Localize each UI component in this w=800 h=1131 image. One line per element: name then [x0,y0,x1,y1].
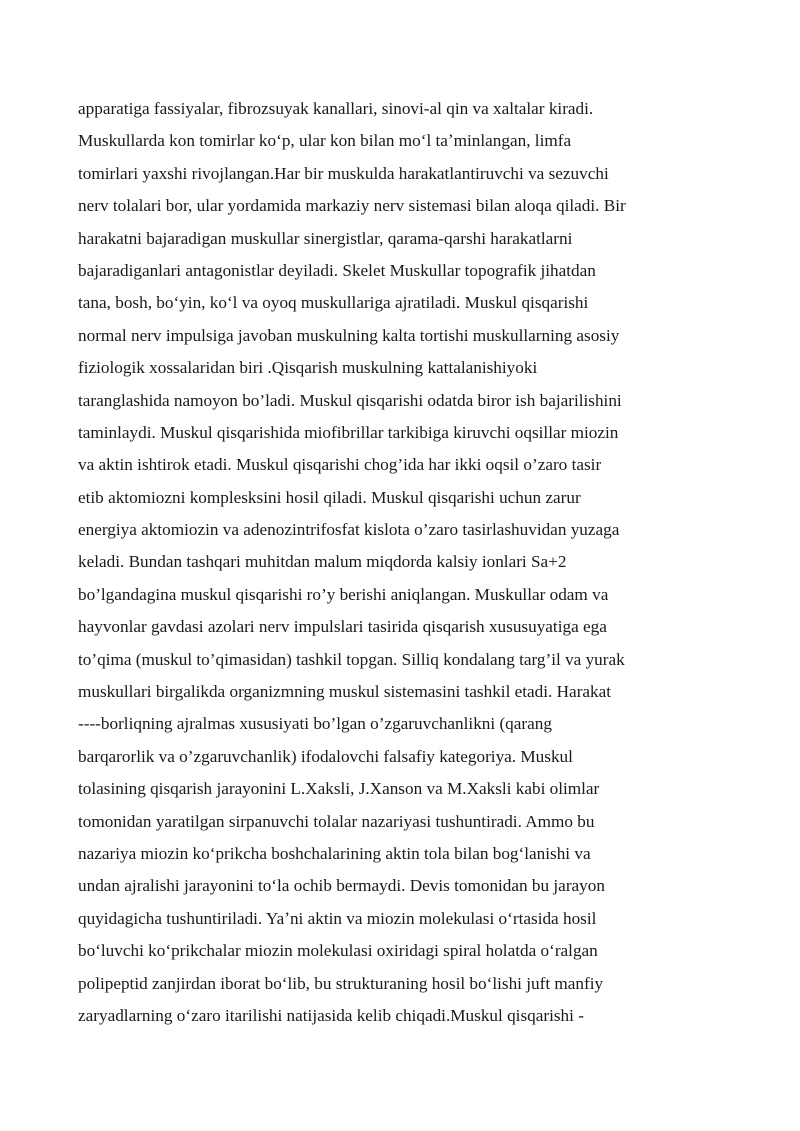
text-line: boʻluvchi koʻprikchalar miozin molekulasi oxiridagi spiral holatda oʻralgan [78,941,598,961]
text-line: fiziologik xossalaridan biri .Qisqarish muskulning kattalanishiyoki [78,358,538,378]
text-line: nazariya miozin koʻprikcha boshchalarining aktin tola bilan bogʻlanishi va [78,843,591,863]
text-line: to’qima (muskul to’qimasidan) tashkil topgan. Silliq kondalang targ’il va yurak [78,649,625,669]
text-line: taranglashida namoyon bo’ladi. Muskul qisqarishi odatda biror ish bajarilishini [78,390,622,410]
text-line: energiya aktomiozin va adenozintrifosfat kislota o’zaro tasirlashuvidan yuzaga [78,520,620,540]
text-line: polipeptid zanjirdan iborat boʻlib, bu strukturaning hosil boʻlishi juft manfiy [78,973,604,993]
text-line: apparatiga fassiyalar, fibrozsuyak kanallari, sinovi-al qin va xaltalar kiradi. [78,99,594,118]
body-text [78,99,738,1038]
text-line: normal nerv impulsiga javoban muskulning kalta tortishi muskullarning asosiy [78,325,620,345]
text-line: Muskullarda kon tomirlar koʻp, ular kon bilan moʻl taʼminlangan, limfa [78,131,572,151]
text-line: etib aktomiozni komplesksini hosil qiladi. Muskul qisqarishi uchun zarur [78,487,581,507]
text-line: hayvonlar gavdasi azolari nerv impulslari tasirida qisqarish xususuyatiga ega [78,617,607,637]
text-line: taminlaydi. Muskul qisqarishida miofibrillar tarkibiga kiruvchi oqsillar miozin [78,422,619,442]
text-line: muskullari birgalikda organizmning muskul sistemasini tashkil etadi. Harakat [78,682,612,702]
text-line: va aktin ishtirok etadi. Muskul qisqarishi chog’ida har ikki oqsil o’zaro tasir [78,455,602,475]
text-line: zaryadlarning oʻzaro itarilishi natijasida kelib chiqadi.Muskul qisqarishi - [78,1005,584,1025]
text-line: bo’lgandagina muskul qisqarishi ro’y berishi aniqlangan. Muskullar odam va [78,584,609,604]
text-line: barqarorlik va o’zgaruvchanlik) ifodalovchi falsafiy kategoriya. Muskul [78,746,573,766]
text-line: harakatni bajaradigan muskullar sinergistlar, qarama-qarshi harakatlarni [78,228,573,248]
text-line: keladi. Bundan tashqari muhitdan malum miqdorda kalsiy ionlari Sa+2 [78,552,567,572]
text-line: tomirlari yaxshi rivojlangan.Har bir muskulda harakatlantiruvchi va sezuvchi [78,163,609,183]
text-line: ----borliqning ajralmas xususiyati bo’lgan o’zgaruvchanlikni (qarang [78,714,552,734]
text-line: tolasining qisqarish jarayonini L.Xaksli, J.Xanson va M.Xaksli kabi olimlar [78,779,600,799]
text-line: nerv tolalari bor, ular yordamida markaziy nerv sistemasi bilan aloqa qiladi. Bir [78,196,626,216]
text-line: bajaradiganlari antagonistlar deyiladi. Skelet Muskullar topografik jihatdan [78,260,596,280]
text-line: tana, bosh, boʻyin, koʻl va oyoq muskullariga ajratiladi. Muskul qisqarishi [78,293,589,313]
text-line: tomonidan yaratilgan sirpanuvchi tolalar nazariyasi tushuntiradi. Ammo bu [78,811,595,831]
text-line: undan ajralishi jarayonini toʻla ochib bermaydi. Devis tomonidan bu jarayon [78,876,605,896]
text-line: quyidagicha tushuntiriladi. Yaʼni aktin va miozin molekulasi oʻrtasida hosil [78,908,597,928]
